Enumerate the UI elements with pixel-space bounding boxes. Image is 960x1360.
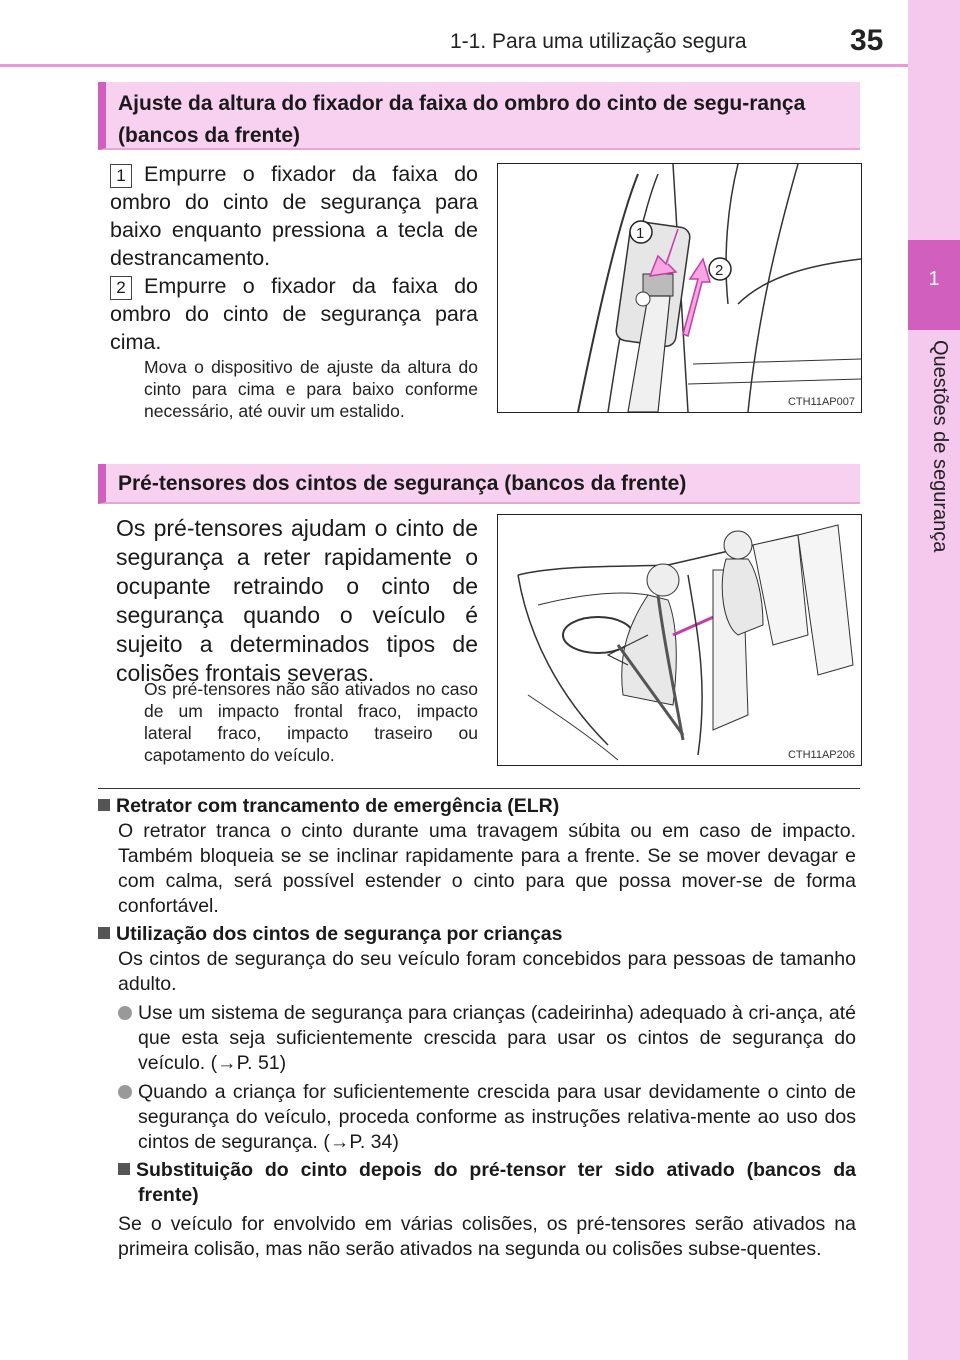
note-title: Substituição do cinto depois do pré-tensor ter sido ativado (bancos da frente) [136, 1159, 856, 1206]
note-text: O retrator tranca o cinto durante uma travagem súbita ou em caso de impacto. Também bloqueia se se inclinar rapidamente para a frente. Se se mover devagar e com calma, será possível estender o cinto para que possa mover-se de forma confortável. [118, 820, 856, 917]
note-text: Se o veículo for envolvido em várias colisões, os pré-tensores serão ativados na primeira colisão, mas não serão ativados na segunda ou colisões subse-quentes. [118, 1213, 856, 1260]
heading-text: Pré-tensores dos cintos de segurança (bancos da frente) [118, 472, 687, 495]
figure-code: CTH11AP007 [787, 396, 855, 408]
step-2-text: Empurre o fixador da faixa do ombro do cinto de segurança para cima. [110, 274, 478, 354]
chapter-number: 1 [928, 268, 940, 290]
pretensioner-description: Os pré-tensores ajudam o cinto de segurança a reter rapidamente o ocupante retraindo o cinto de segurança quando o veículo é sujeito a determinados tipos de colisões frontais severas. [116, 515, 478, 686]
section-heading-pretensioners [98, 464, 860, 504]
bullet-item [98, 1001, 856, 1076]
notes-divider [98, 788, 860, 789]
circle-bullet-icon [118, 1085, 132, 1099]
step-2-note: Mova o dispositivo de ajuste da altura do cinto para cima e para baixo conforme necessário, até ouvir um estalido. [144, 357, 478, 421]
bullet-text: Use um sistema de segurança para crianças (cadeirinha) adequado à cri-ança, até que esta seja suficientemente crescida para usar os cintos de segurança do veículo. (→P. 51) [138, 1002, 856, 1074]
callout-2: 2 [715, 262, 724, 279]
square-bullet-icon [118, 1163, 130, 1175]
step-number-1: 1 [110, 164, 132, 188]
callout-1: 1 [636, 225, 645, 242]
section-title: 1-1. Para uma utilização segura [450, 30, 747, 53]
chapter-tab[interactable] [908, 240, 960, 330]
pretensioner-note: Os pré-tensores não são ativados no caso de um impacto frontal fraco, impacto lateral fraco, impacto traseiro ou capotamento do veículo. [144, 679, 478, 765]
square-bullet-icon [98, 927, 110, 939]
heading-text: Ajuste da altura do fixador da faixa do ombro do cinto de segu-rança (bancos da frente) [118, 92, 806, 147]
note-children [98, 922, 856, 1155]
cabin-illustration [498, 515, 861, 765]
note-title: Retrator com trancamento de emergência (ELR) [116, 795, 560, 817]
section-heading-shoulder-anchor [98, 82, 860, 150]
note-elr [98, 794, 856, 919]
note-title: Utilização dos cintos de segurança por crianças [116, 923, 563, 945]
bullet-item [98, 1080, 856, 1155]
note-replacement [98, 1158, 856, 1262]
shoulder-anchor-illustration [498, 164, 861, 412]
step-1-text: Empurre o fixador da faixa do ombro do cinto de segurança para baixo enquanto pressiona a tecla de destrancamento. [110, 162, 478, 270]
figure-code: CTH11AP206 [787, 749, 855, 761]
chapter-label: Questões de segurança [929, 340, 951, 553]
page-number: 35 [850, 24, 884, 57]
header-rule [0, 64, 908, 67]
side-tab [908, 0, 960, 1360]
circle-bullet-icon [118, 1006, 132, 1020]
square-bullet-icon [98, 799, 110, 811]
step-number-2: 2 [110, 276, 132, 300]
bullet-text: Quando a criança for suficientemente crescida para usar devidamente o cinto de segurança do veículo, proceda conforme as instruções relativa-mente ao uso dos cintos de segurança. (→P. 34) [138, 1081, 856, 1153]
figure-pretensioner [497, 514, 862, 766]
figure-shoulder-anchor [497, 163, 862, 413]
note-text: Os cintos de segurança do seu veículo foram concebidos para pessoas de tamanho adulto. [118, 948, 856, 995]
